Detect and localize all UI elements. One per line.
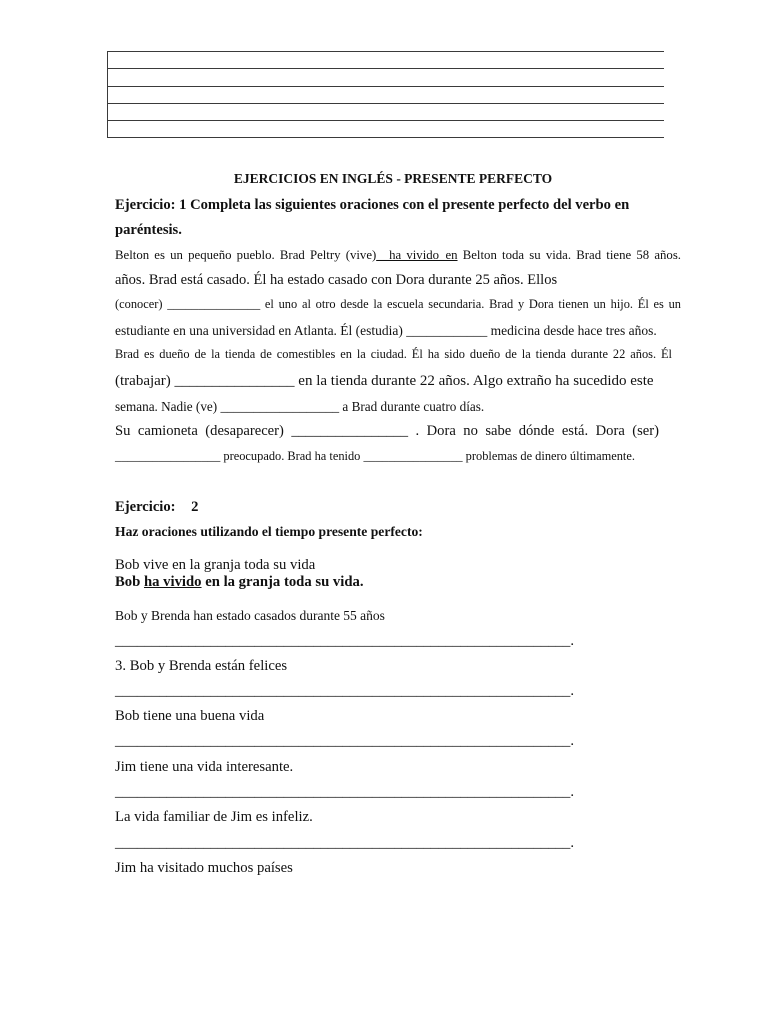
- exercise1-heading-continued: paréntesis.: [115, 222, 182, 238]
- exercise1-line-7: semana. Nadie (ve) __________________ a Brad durante cuatro días.: [115, 398, 485, 414]
- answer-blank-line: ______________________________________________________________.: [115, 632, 574, 649]
- exercise1-line-6: (trabajar) ________________ en la tienda durante 22 años. Algo extraño ha sucedido este: [115, 372, 654, 389]
- exercise1-line-3: (conocer) _______________ el uno al otro desde la escuela secundaria. Brad y Dora tienen un hijo. Él es un: [115, 297, 681, 311]
- page-title: EJERCICIOS EN INGLÉS - PRESENTE PERFECTO: [233, 170, 553, 186]
- table-row: [108, 103, 664, 120]
- table-row: [108, 68, 664, 86]
- table-row: [108, 86, 664, 103]
- header-table: [107, 51, 664, 138]
- exercise1-heading: Ejercicio: 1 Completa las siguientes oraciones con el presente perfecto del verbo en: [115, 197, 630, 213]
- example-prompt: Bob vive en la granja toda su vida: [115, 556, 316, 573]
- answer-verb: ha vivido: [143, 573, 202, 590]
- answer-text: en la granja toda su vida.: [201, 573, 364, 590]
- answer-text: Bob: [115, 573, 144, 590]
- exercise2-instruction: Haz oraciones utilizando el tiempo presente perfecto:: [115, 524, 423, 540]
- table-row: [108, 51, 664, 68]
- exercise1-line-8: Su camioneta (desaparecer) ________________ . Dora no sabe dónde está. Dora (ser): [115, 422, 659, 439]
- answer-blank-line: ______________________________________________________________.: [115, 732, 574, 749]
- exercise2-item-prompt: La vida familiar de Jim es infeliz.: [115, 808, 313, 825]
- exercise2-item-prompt: Jim tiene una vida interesante.: [115, 758, 294, 775]
- exercise2-item-prompt: Jim ha visitado muchos países: [115, 859, 293, 876]
- exercise2-item-prompt: Bob y Brenda han estado casados durante 55 años: [115, 607, 385, 623]
- exercise1-line-4: estudiante en una universidad en Atlanta. Él (estudia) ____________ medicina desde hace tres años.: [115, 322, 657, 338]
- answer-blank-line: ______________________________________________________________.: [115, 682, 574, 699]
- example-answer: __ha vivido_en: [376, 248, 458, 262]
- exercise1-line-1: [115, 248, 681, 263]
- exercise2-item-prompt: Bob tiene una buena vida: [115, 707, 265, 724]
- exercise1-line-5: Brad es dueño de la tienda de comestibles en la ciudad. Él ha sido dueño de la tienda durante 22 años. Él: [115, 347, 672, 361]
- exercise2-item-prompt: 3. Bob y Brenda están felices: [115, 657, 288, 674]
- exercise2-heading: Ejercicio: 2: [115, 499, 199, 515]
- line-text: Belton es un pequeño pueblo. Brad Peltry (vive): [115, 248, 377, 262]
- line-text: Belton toda su vida. Brad tiene 58 años.: [457, 248, 681, 262]
- exercise1-line-9: _________________ preocupado. Brad ha tenido ________________ problemas de dinero últimamente.: [115, 449, 635, 464]
- table-row: [108, 120, 664, 137]
- answer-blank-line: ______________________________________________________________.: [115, 783, 574, 800]
- exercise1-line-2: años. Brad está casado. Él ha estado casado con Dora durante 25 años. Ellos: [115, 272, 558, 288]
- example-answer-sentence: [115, 574, 681, 591]
- answer-blank-line: ______________________________________________________________.: [115, 834, 574, 851]
